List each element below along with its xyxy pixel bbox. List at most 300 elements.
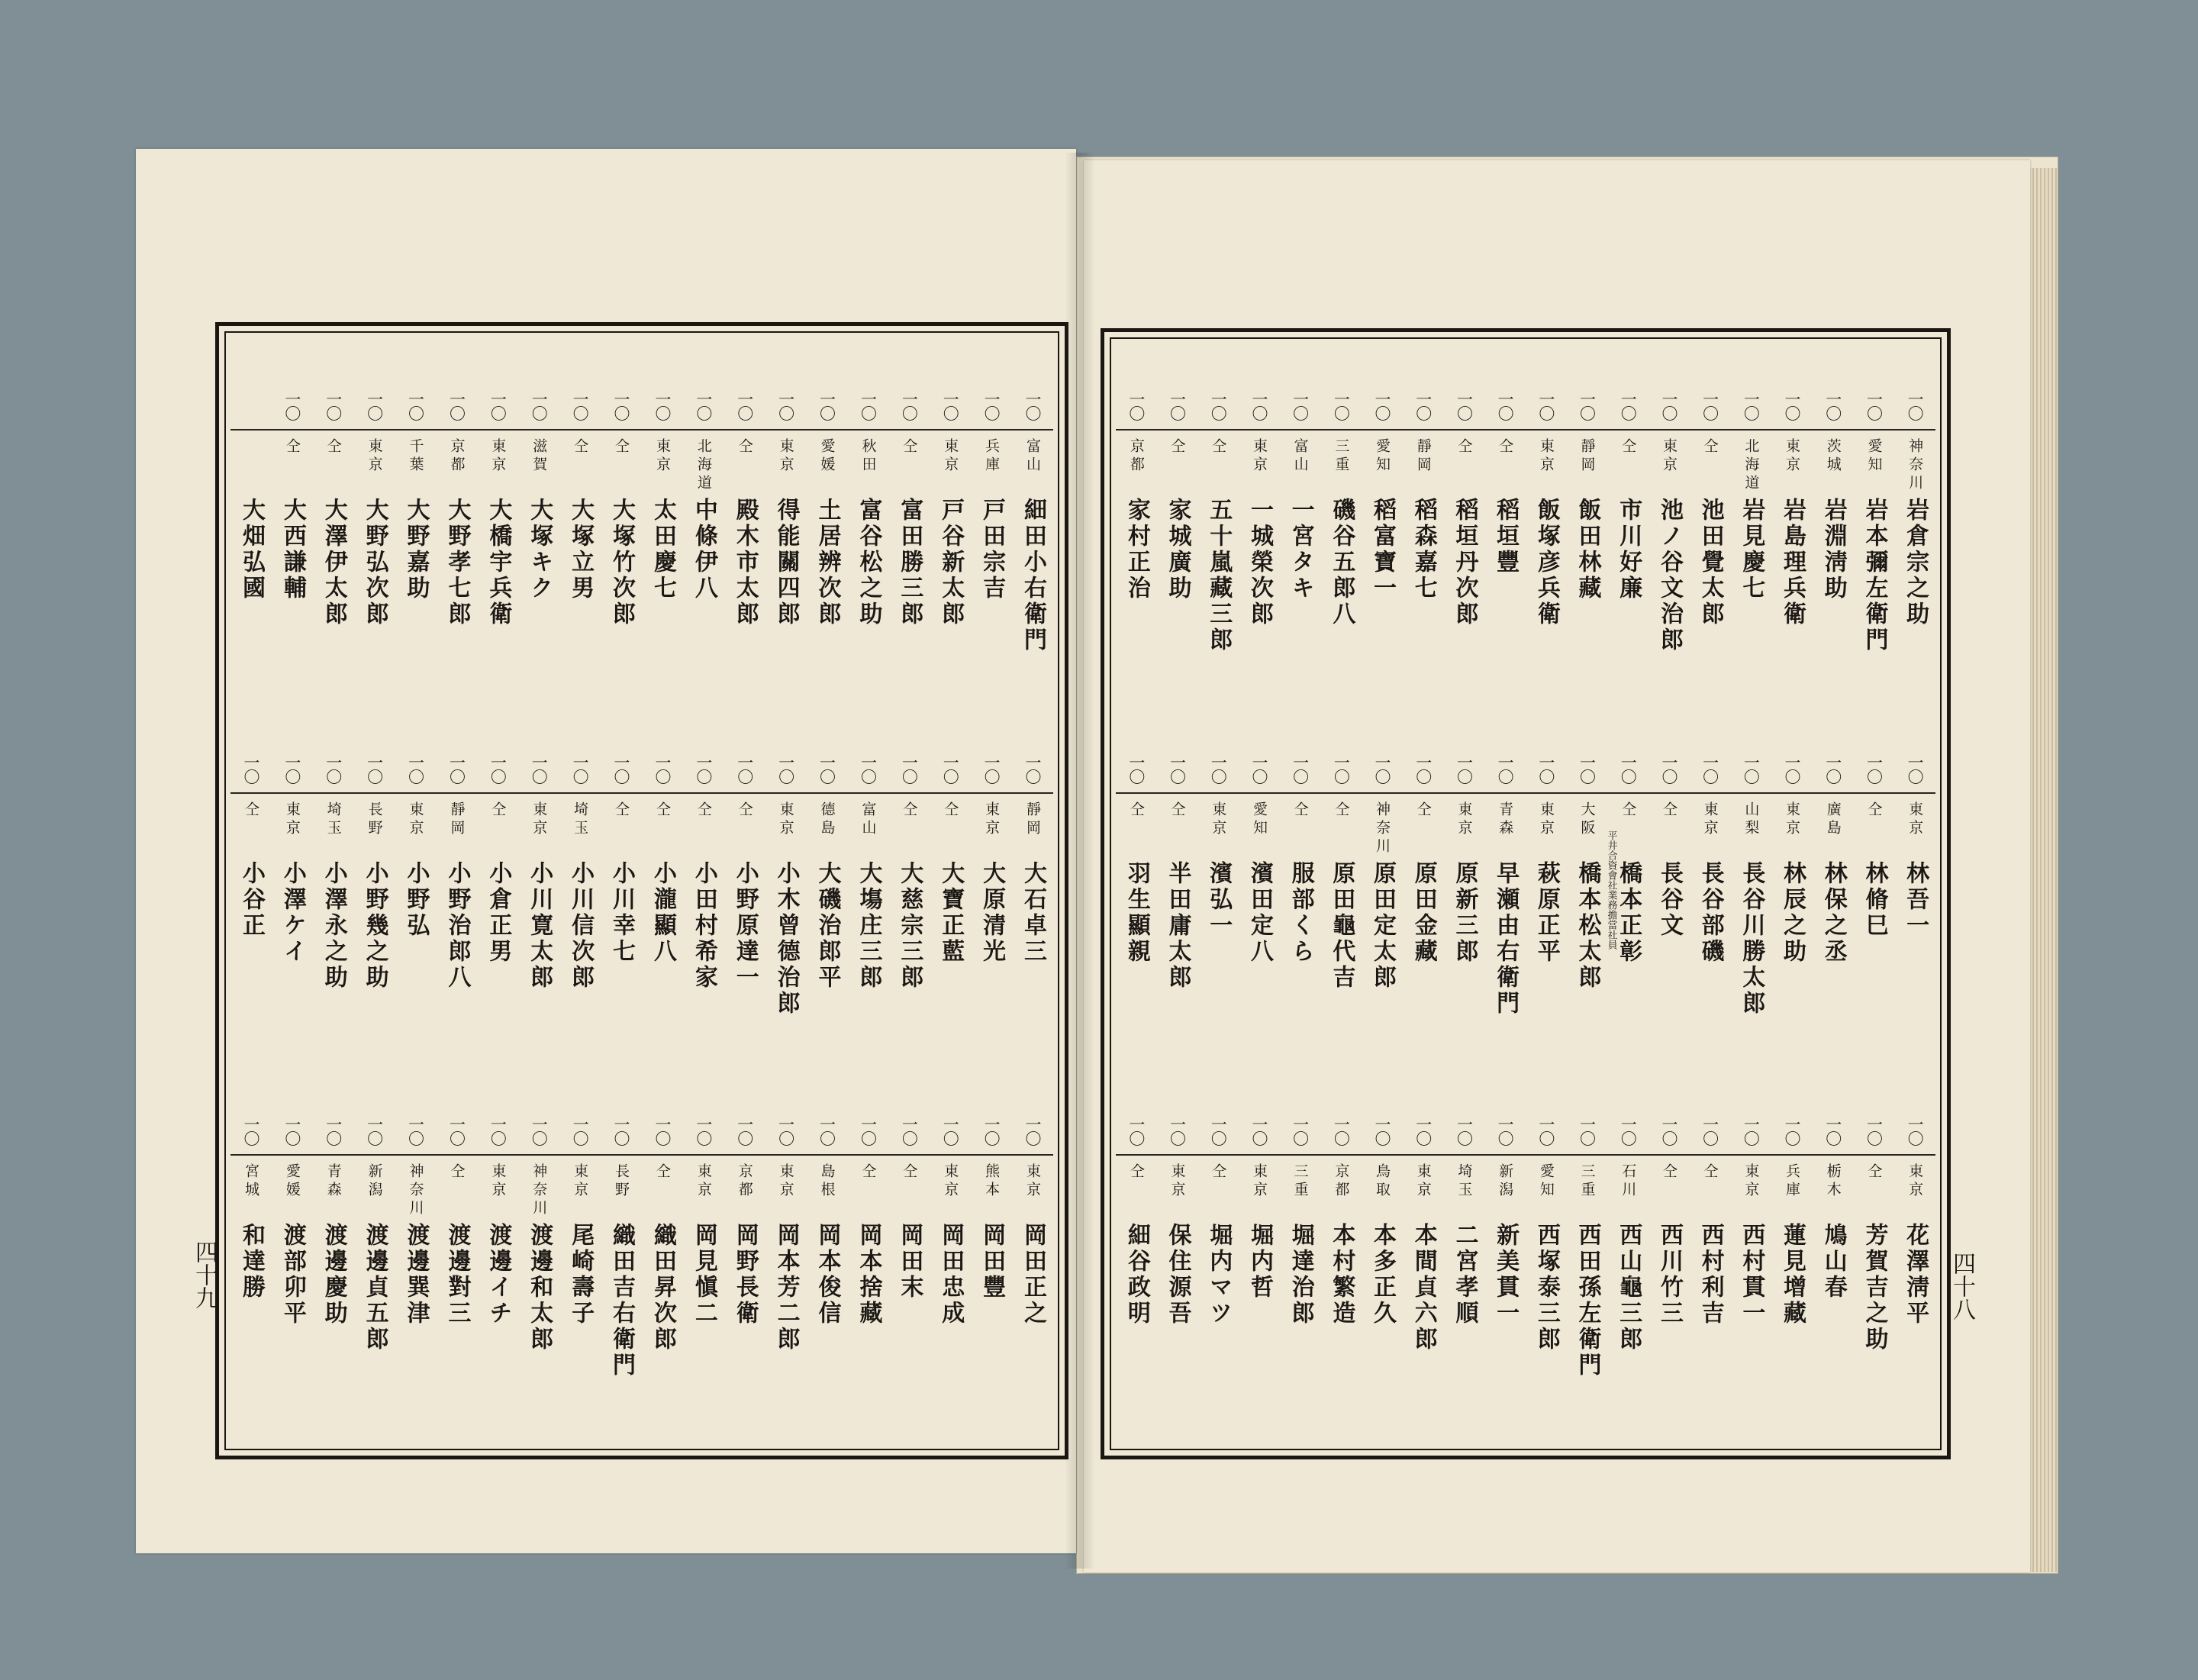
entry-name: 細田小右衛門 <box>1020 498 1047 653</box>
entry-amount: 一〇 <box>1783 754 1802 783</box>
entry-name: 林辰之助 <box>1779 861 1806 965</box>
entry-prefecture: 北海道 <box>1742 438 1760 493</box>
entry-prefecture: 東京 <box>1250 438 1268 475</box>
entry-amount: 一〇 <box>530 391 549 420</box>
entry-prefecture: 仝 <box>1865 801 1883 820</box>
entry-amount: 一〇 <box>1742 754 1761 783</box>
register-entry <box>1772 391 1812 727</box>
entry-amount: 一〇 <box>982 1116 1001 1145</box>
entry-amount: 一〇 <box>406 1116 425 1145</box>
entry-amount: 一〇 <box>1700 391 1719 420</box>
entry-name: 太田慶七 <box>649 498 676 601</box>
entry-amount: 一〇 <box>1864 391 1884 420</box>
register-entry <box>1444 1116 1484 1452</box>
entry-amount: 一〇 <box>571 391 590 420</box>
entry-prefecture: 仝 <box>1497 438 1514 456</box>
entry-prefecture: 京都 <box>448 438 466 475</box>
entry-prefecture: 仝 <box>653 801 671 820</box>
register-entry <box>1895 1116 1935 1452</box>
register-entry <box>1608 391 1648 727</box>
entry-amount: 一〇 <box>941 391 960 420</box>
register-entry <box>725 754 765 1090</box>
entry-name: 鳩山春 <box>1819 1223 1847 1301</box>
entry-name: 岡田正之 <box>1020 1223 1047 1327</box>
entry-amount: 一〇 <box>488 1116 508 1145</box>
entry-name: 二宮孝順 <box>1451 1223 1478 1327</box>
register-entry <box>1444 391 1484 727</box>
entry-prefecture: 東京 <box>777 1163 794 1200</box>
register-entry <box>437 1116 476 1452</box>
register-entry <box>1854 1116 1893 1452</box>
entry-name: 池ノ谷文治郎 <box>1655 498 1683 653</box>
entry-prefecture: 靜岡 <box>1414 438 1432 475</box>
entry-prefecture: 仝 <box>1291 801 1309 820</box>
entry-prefecture: 仝 <box>695 801 712 820</box>
entry-name: 西村貫一 <box>1738 1223 1765 1327</box>
register-entry <box>478 391 517 727</box>
entry-amount: 一〇 <box>1126 754 1146 783</box>
entry-name: 織田昇次郎 <box>649 1223 676 1353</box>
entry-amount: 一〇 <box>735 391 754 420</box>
entry-prefecture: 茨城 <box>1824 438 1842 475</box>
register-entry <box>1362 1116 1402 1452</box>
register-entry <box>1239 754 1279 1090</box>
entry-name: 岩島理兵衛 <box>1779 498 1806 627</box>
entry-prefecture: 東京 <box>983 801 1001 838</box>
entry-amount: 一〇 <box>1742 1116 1761 1145</box>
entry-amount: 一〇 <box>776 391 795 420</box>
entry-amount: 一〇 <box>1578 1116 1597 1145</box>
register-entry <box>396 754 436 1090</box>
entry-name: 小野治郎八 <box>443 861 471 991</box>
entry-name: 富田勝三郎 <box>896 498 923 627</box>
entry-name: 芳賀吉之助 <box>1861 1223 1888 1353</box>
right-page-number: 四十八 <box>1948 1252 1975 1320</box>
entry-name: 大寶正藍 <box>937 861 965 965</box>
entry-name: 本間貞六郎 <box>1410 1223 1437 1353</box>
entry-amount: 一〇 <box>735 754 754 783</box>
register-entry <box>1649 1116 1689 1452</box>
entry-prefecture: 宮城 <box>242 1163 259 1200</box>
entry-amount: 一〇 <box>900 1116 919 1145</box>
register-entry <box>1649 754 1689 1090</box>
entry-prefecture: 東京 <box>1455 801 1473 838</box>
entry-name: 小谷正 <box>237 861 265 939</box>
entry-prefecture: 仝 <box>242 801 259 820</box>
entry-name: 濱田定八 <box>1246 861 1273 965</box>
entry-name: 池田覺太郎 <box>1697 498 1724 627</box>
entry-name: 林吾一 <box>1902 861 1929 939</box>
entry-prefecture: 仝 <box>1701 1163 1719 1182</box>
entry-prefecture: 仝 <box>324 438 342 456</box>
register-entry <box>478 754 517 1090</box>
entry-prefecture: 仝 <box>1168 801 1186 820</box>
entry-prefecture: 仝 <box>1619 801 1637 820</box>
entry-name: 小瀧顯八 <box>649 861 676 965</box>
entry-name: 保住源吾 <box>1164 1223 1191 1327</box>
register-entry <box>1526 391 1566 727</box>
entry-prefecture: 青森 <box>1497 801 1514 838</box>
entry-name: 稻森嘉七 <box>1410 498 1437 601</box>
entry-prefecture: 靜岡 <box>1024 801 1042 838</box>
entry-name: 羽生顯親 <box>1123 861 1150 965</box>
entry-name: 大原清光 <box>978 861 1006 965</box>
entry-prefecture: 仝 <box>613 801 630 820</box>
entry-name: 飯塚彦兵衛 <box>1532 498 1560 627</box>
entry-prefecture: 東京 <box>1742 1163 1760 1200</box>
entry-name: 岡田忠成 <box>937 1223 965 1327</box>
entry-amount: 一〇 <box>1413 754 1433 783</box>
entry-name: 堀内哲 <box>1246 1223 1273 1301</box>
entry-name: 原田定太郎 <box>1369 861 1397 991</box>
entry-name: 殿木市太郎 <box>731 498 759 627</box>
register-tier <box>230 391 1053 727</box>
entry-amount: 一〇 <box>1168 754 1187 783</box>
entry-name: 橋本松太郎 <box>1574 861 1601 991</box>
entry-name: 小川幸七 <box>608 861 636 965</box>
entry-amount: 一〇 <box>365 1116 384 1145</box>
entry-name: 大畑弘國 <box>237 498 265 601</box>
register-entry <box>560 391 600 727</box>
entry-name: 小田村希家 <box>690 861 717 991</box>
entry-prefecture: 愛知 <box>1865 438 1883 475</box>
entry-amount: 一〇 <box>941 1116 960 1145</box>
entry-amount: 一〇 <box>1578 754 1597 783</box>
register-entry <box>478 1116 517 1452</box>
entry-prefecture: 東京 <box>366 438 383 475</box>
entry-prefecture: 秋田 <box>859 438 877 475</box>
entry-prefecture: 廣島 <box>1824 801 1842 838</box>
entry-amount: 一〇 <box>447 1116 466 1145</box>
entry-amount: 一〇 <box>1291 1116 1310 1145</box>
entry-prefecture: 東京 <box>530 801 548 838</box>
entry-name: 西村利吉 <box>1697 1223 1724 1327</box>
entry-amount: 一〇 <box>1823 1116 1842 1145</box>
entry-name: 早瀬由右衛門 <box>1492 861 1520 1017</box>
register-entry <box>1568 754 1617 1090</box>
register-entry <box>1117 391 1156 727</box>
entry-amount: 一〇 <box>1249 754 1268 783</box>
entry-name: 稻垣丹次郎 <box>1451 498 1478 627</box>
register-entry <box>1013 1116 1052 1452</box>
entry-name: 細谷政明 <box>1123 1223 1150 1327</box>
register-entry <box>396 391 436 727</box>
entry-amount: 一〇 <box>1249 391 1268 420</box>
entry-prefecture: 東京 <box>1701 801 1719 838</box>
entry-name: 小澤ケイ <box>279 861 306 965</box>
entry-prefecture: 東京 <box>1784 438 1801 475</box>
entry-amount: 一〇 <box>530 1116 549 1145</box>
entry-prefecture: 仝 <box>1127 801 1145 820</box>
entry-name: 磯谷五郎八 <box>1328 498 1355 627</box>
register-entry <box>1813 391 1853 727</box>
entry-name: 小倉正男 <box>485 861 512 965</box>
entry-prefecture: 熊本 <box>983 1163 1001 1200</box>
register-entry <box>1198 391 1238 727</box>
entry-prefecture: 仝 <box>1168 438 1186 456</box>
entry-prefecture: 東京 <box>572 1163 589 1200</box>
entry-name: 林保之丞 <box>1819 861 1847 965</box>
entry-name: 小澤永之助 <box>320 861 347 991</box>
entry-amount: 一〇 <box>982 754 1001 783</box>
register-entry <box>807 1116 847 1452</box>
entry-prefecture: 東京 <box>1906 1163 1924 1200</box>
entry-prefecture: 東京 <box>777 801 794 838</box>
register-entry <box>807 391 847 727</box>
entry-amount: 一〇 <box>1023 391 1043 420</box>
entry-prefecture: 德島 <box>818 801 836 838</box>
entry-amount: 一〇 <box>1209 1116 1228 1145</box>
entry-prefecture: 東京 <box>1906 801 1924 838</box>
entry-amount: 一〇 <box>1168 1116 1187 1145</box>
register-entry <box>1013 391 1052 727</box>
entry-amount: 一〇 <box>447 391 466 420</box>
register-entry <box>231 754 271 1090</box>
register-entry <box>1198 1116 1238 1452</box>
entry-prefecture: 北海道 <box>695 438 712 493</box>
register-entry <box>1158 391 1197 727</box>
entry-prefecture: 東京 <box>1537 438 1555 475</box>
entry-name: 小野原達一 <box>731 861 759 991</box>
entry-amount: 一〇 <box>653 391 672 420</box>
register-entry <box>1690 391 1730 727</box>
entry-prefecture: 仝 <box>1127 1163 1145 1182</box>
entry-amount: 一〇 <box>1823 391 1842 420</box>
entry-prefecture: 東京 <box>1660 438 1678 475</box>
entry-amount: 一〇 <box>1864 754 1884 783</box>
entry-name: 岡本俊信 <box>814 1223 841 1327</box>
entry-amount: 一〇 <box>1126 1116 1146 1145</box>
entry-amount: 一〇 <box>282 391 301 420</box>
entry-prefecture: 仝 <box>572 438 589 456</box>
entry-amount: 一〇 <box>859 1116 878 1145</box>
register-entry <box>1362 391 1402 727</box>
entry-name: 萩原正平 <box>1532 861 1560 965</box>
register-entry <box>1608 1116 1648 1452</box>
entry-name: 稻垣豐 <box>1492 498 1520 576</box>
entry-prefecture: 仝 <box>1210 438 1227 456</box>
register-entry <box>766 1116 806 1452</box>
entry-prefecture: 神奈川 <box>1906 438 1924 493</box>
entry-name: 大石卓三 <box>1020 861 1047 965</box>
entry-prefecture: 千葉 <box>407 438 424 475</box>
entry-name: 岩見慶七 <box>1738 498 1765 601</box>
entry-amount: 一〇 <box>1659 1116 1678 1145</box>
entry-amount: 一〇 <box>612 391 631 420</box>
entry-amount: 一〇 <box>1742 391 1761 420</box>
entry-prefecture: 三重 <box>1578 1163 1596 1200</box>
entry-amount: 一〇 <box>1906 1116 1925 1145</box>
entry-amount: 一〇 <box>776 1116 795 1145</box>
register-entry <box>396 1116 436 1452</box>
entry-prefecture: 滋賀 <box>530 438 548 475</box>
register-entry <box>601 391 641 727</box>
entry-amount: 一〇 <box>900 391 919 420</box>
entry-name: 渡邊和太郎 <box>526 1223 553 1353</box>
entry-amount: 一〇 <box>776 754 795 783</box>
entry-name: 大塚竹次郎 <box>608 498 636 627</box>
entry-amount: 一〇 <box>1578 391 1597 420</box>
entry-prefecture: 仝 <box>1619 438 1637 456</box>
entry-amount: 一〇 <box>571 1116 590 1145</box>
entry-name: 尾崎壽子 <box>567 1223 595 1327</box>
register-entry <box>1198 754 1238 1090</box>
register-entry <box>1362 754 1402 1090</box>
entry-amount: 一〇 <box>1455 754 1474 783</box>
register-entry <box>848 754 888 1090</box>
entry-amount: 一〇 <box>1906 391 1925 420</box>
entry-amount: 一〇 <box>406 391 425 420</box>
register-entry <box>1321 754 1361 1090</box>
register-entry <box>1321 391 1361 727</box>
register-entry <box>1281 1116 1320 1452</box>
entry-amount: 一〇 <box>1700 1116 1719 1145</box>
register-entry <box>1404 391 1443 727</box>
register-entry <box>560 1116 600 1452</box>
entry-name: 家城廣助 <box>1164 498 1191 601</box>
entry-prefecture: 埼玉 <box>572 801 589 838</box>
entry-prefecture: 愛媛 <box>818 438 836 475</box>
entry-name: 花澤淸平 <box>1902 1223 1929 1327</box>
register-entry <box>1281 754 1320 1090</box>
register-entry <box>1854 754 1893 1090</box>
entry-name: 堀内マツ <box>1205 1223 1233 1327</box>
entry-prefecture: 仝 <box>283 438 301 456</box>
entry-name: 渡邊イチ <box>485 1223 512 1327</box>
entry-prefecture: 東京 <box>1784 801 1801 838</box>
register-entry <box>1281 391 1320 727</box>
entry-prefecture: 東京 <box>695 1163 712 1200</box>
entry-prefecture: 兵庫 <box>983 438 1001 475</box>
entry-name: 原田金藏 <box>1410 861 1437 965</box>
register-entry <box>1568 1116 1607 1452</box>
entry-prefecture: 青森 <box>324 1163 342 1200</box>
entry-amount: 一〇 <box>365 754 384 783</box>
register-entry <box>437 391 476 727</box>
register-entry <box>766 391 806 727</box>
register-entry <box>560 754 600 1090</box>
entry-name: 小川信次郎 <box>567 861 595 991</box>
register-entry <box>930 391 970 727</box>
entry-amount: 一〇 <box>817 391 836 420</box>
entry-amount: 一〇 <box>324 1116 343 1145</box>
register-entry <box>355 391 395 727</box>
entry-amount: 一〇 <box>1413 391 1433 420</box>
register-entry <box>231 1116 271 1452</box>
entry-name: 西塚泰三郎 <box>1532 1223 1560 1353</box>
entry-prefecture: 三重 <box>1333 438 1350 475</box>
entry-name: 小川寛太郎 <box>526 861 553 991</box>
register-entry <box>807 754 847 1090</box>
register-entry <box>355 1116 395 1452</box>
register-entry <box>1772 1116 1812 1452</box>
entry-amount: 一〇 <box>1209 391 1228 420</box>
entry-name: 濱弘一 <box>1205 861 1233 939</box>
entry-name: 岩倉宗之助 <box>1902 498 1929 627</box>
entry-amount: 一〇 <box>1700 754 1719 783</box>
entry-prefecture: 愛知 <box>1374 438 1391 475</box>
entry-name: 長谷川勝太郎 <box>1738 861 1765 1017</box>
entry-prefecture: 神奈川 <box>530 1163 548 1218</box>
register-entry <box>1404 754 1443 1090</box>
entry-amount: 一〇 <box>1536 1116 1555 1145</box>
entry-name: 戸谷新太郎 <box>937 498 965 627</box>
entry-prefecture: 仝 <box>1455 438 1473 456</box>
register-entry <box>519 754 559 1090</box>
entry-prefecture: 東京 <box>1210 801 1227 838</box>
entry-amount: 一〇 <box>1332 754 1351 783</box>
register-entry <box>684 391 724 727</box>
entry-name: 小野弘 <box>402 861 430 939</box>
register-entry <box>1568 391 1607 727</box>
entry-name: 林脩巳 <box>1861 861 1888 939</box>
register-entry <box>972 1116 1011 1452</box>
register-entry <box>643 1116 682 1452</box>
register-entry <box>1239 391 1279 727</box>
entry-name: 半田庸太郎 <box>1164 861 1191 991</box>
entry-name: 渡邊巽津 <box>402 1223 430 1327</box>
entry-prefecture: 仝 <box>736 438 753 456</box>
entry-prefecture: 仝 <box>1660 801 1678 820</box>
register-entry <box>1485 1116 1525 1452</box>
entry-prefecture: 富山 <box>1024 438 1042 475</box>
entry-prefecture: 東京 <box>942 1163 959 1200</box>
register-entry <box>272 391 312 727</box>
register-tier <box>1116 1116 1935 1452</box>
entry-prefecture: 山梨 <box>1742 801 1760 838</box>
entry-name: 新美貫一 <box>1492 1223 1520 1327</box>
entry-name: 家村正治 <box>1123 498 1150 601</box>
entry-amount: 一〇 <box>1619 391 1638 420</box>
entry-prefecture: 愛知 <box>1250 801 1268 838</box>
register-entry <box>1813 1116 1853 1452</box>
entry-amount: 一〇 <box>488 754 508 783</box>
register-entry <box>1854 391 1893 727</box>
register-entry <box>1526 1116 1566 1452</box>
register-entry <box>848 391 888 727</box>
register-tier <box>1116 391 1935 727</box>
entry-amount: 一〇 <box>1332 391 1351 420</box>
entry-amount: 一〇 <box>982 391 1001 420</box>
entry-amount: 一〇 <box>365 391 384 420</box>
entry-name: 本村繁造 <box>1328 1223 1355 1327</box>
register-entry <box>1013 754 1052 1090</box>
entry-name: 一城榮次郎 <box>1246 498 1273 627</box>
entry-prefecture: 仝 <box>653 1163 671 1182</box>
entry-prefecture: 仝 <box>1210 1163 1227 1182</box>
register-entry <box>1239 1116 1279 1452</box>
entry-prefecture: 三重 <box>1291 1163 1309 1200</box>
entry-prefecture: 神奈川 <box>1374 801 1391 856</box>
entry-amount: 一〇 <box>653 1116 672 1145</box>
entry-amount: 一〇 <box>1823 754 1842 783</box>
entry-name: 渡邊慶助 <box>320 1223 347 1327</box>
entry-name: 西川竹三 <box>1655 1223 1683 1327</box>
register-entry <box>684 1116 724 1452</box>
entry-prefecture: 埼玉 <box>1455 1163 1473 1200</box>
entry-prefecture: 東京 <box>777 438 794 475</box>
register-entry <box>1158 754 1197 1090</box>
register-entry <box>601 754 641 1090</box>
entry-name: 大塲庄三郎 <box>855 861 882 991</box>
entry-amount: 一〇 <box>1291 754 1310 783</box>
register-entry <box>314 391 353 727</box>
entry-prefecture: 神奈川 <box>407 1163 424 1218</box>
entry-amount: 一〇 <box>447 754 466 783</box>
register-entry <box>519 391 559 727</box>
entry-prefecture: 仝 <box>489 801 507 820</box>
entry-prefecture: 東京 <box>1168 1163 1186 1200</box>
